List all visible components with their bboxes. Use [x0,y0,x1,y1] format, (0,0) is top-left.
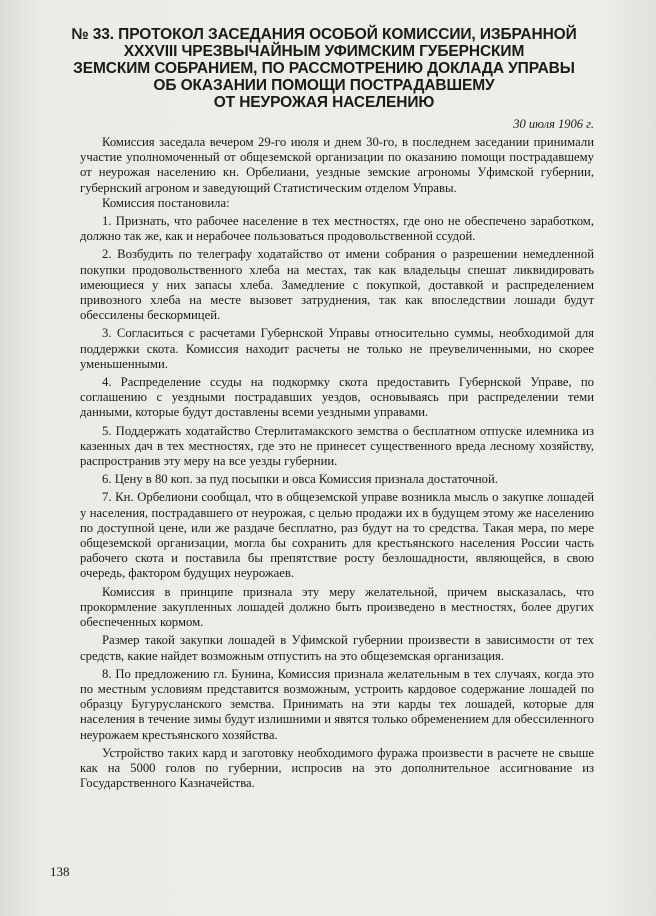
document-title: № 33. ПРОТОКОЛ ЗАСЕДАНИЯ ОСОБОЙ КОМИССИИ, ИЗБРАННОЙ XXXVIII ЧРЕЗВЫЧАЙНЫМ УФИМСКИМ ГУБЕРНСКИМ ЗЕМСКИМ СОБРАНИЕМ, ПО РАССМОТРЕНИЮ ДОКЛАДА УПРАВЫ ОБ ОКАЗАНИИ ПОМОЩИ ПОСТРАДАВШЕМУ ОТ НЕУРОЖАЯ НАСЕЛЕНИЮ [71,26,577,111]
paragraph-item-1: 1. Признать, что рабочее население в тех местностях, где оно не обеспечено заработком, должно так же, как и нерабочее пользоваться продовольственной ссудой. [80,214,594,244]
paragraph-item-4: 4. Распределение ссуды на подкормку скота предоставить Губернской Управе, по соглашению с уездными пострадавших уездов, основываясь при распределении теми данными, которые будут доставлены всеми уездными управами. [80,375,594,420]
document-body [80,135,594,791]
paragraph-resolved: Комиссия постановила: [102,195,230,210]
paragraph-item-8: 8. По предложению гл. Бунина, Комиссия признала желательным в тех случаях, когда это по местным условиям представится возможным, устроить кардовое содержание лошадей по образцу Бугурусланского земства. Принимать на эти карды тех лошадей, которые для населения в течение зимы будут излишними и явятся только обременением для обессиленного неурожаем крестьянского хозяйства. [80,666,594,742]
paragraph-item-5: 5. Поддержать ходатайство Стерлитамакского земства о бесплатном отпуске илемника из казенных дач в тех местностях, где это не принесет существенного вреда лесному хозяйству, распространив эту меру на все уезды губернии. [80,423,594,469]
paragraph-item-3: 3. Согласиться с расчетами Губернской Управы относительно суммы, необходимой для поддержки скота. Комиссия находит расчеты не только не преувеличенными, но скорее уменьшенными. [80,326,594,371]
paragraph-item-2: 2. Возбудить по телеграфу ходатайство от имени собрания о разрешении немедленной покупки продовольственного хлеба на местах, так как владельцы спешат ликвидировать имеющиеся у них запасы хлеба. Замедление с покупкой, доставкой и распределением привозного хлеба на месте вызовет затруднения, так как впоследствии лошади будут обессилены бескормицей. [80,247,594,323]
paragraph-item-7: 7. Кн. Орбелиони сообщал, что в общеземской управе возникла мысль о закупке лошадей у населения, пострадавшего от неурожая, с целью продажи их в будущем этому же населению по доступной цене, или же раздаче бесплатно, раз будут на то средства. Такая мера, по мере общеземской организации, могла бы сохранить для крестьянского населения России часть рабочего скота и поставила бы препятствие росту безлошадности, являющейся, в свою очередь, фактором будущих неурожаев. [80,490,594,581]
paragraph-item-7-commission: Комиссия в принципе признала эту меру желательной, причем высказалась, что прокормление закупленных лошадей должно быть произведено в местностях, более других обеспеченных кормом. [80,584,594,630]
paragraph-item-6: 6. Цену в 80 коп. за пуд посыпки и овса Комиссия признала достаточной. [102,472,498,487]
paragraph-item-7-size: Размер такой закупки лошадей в Уфимской губернии произвести в зависимости от тех средств, какие найдет возможным отпустить на это общеземская организация. [80,633,594,663]
paragraph-intro: Комиссия заседала вечером 29-го июля и днем 30-го, в последнем заседании принимали участие уполномоченный от общеземской организации по оказанию помощи пострадавшему от неурожая населению кн. Орбелиани, уездные земские агрономы Уфимской губернии, губернский агроном и заведующий Статистическим отделом Управы. [80,135,594,195]
paragraph-item-8-fodder: Устройство таких кард и заготовку необходимого фуража произвести в расчете не свыше как на 5000 голов по губернии, испросив на это дополнительное ассигнование из Государственного Казначейства. [80,745,594,791]
page-number: 138 [50,864,70,879]
document-date: 30 июля 1906 г. [513,117,594,131]
